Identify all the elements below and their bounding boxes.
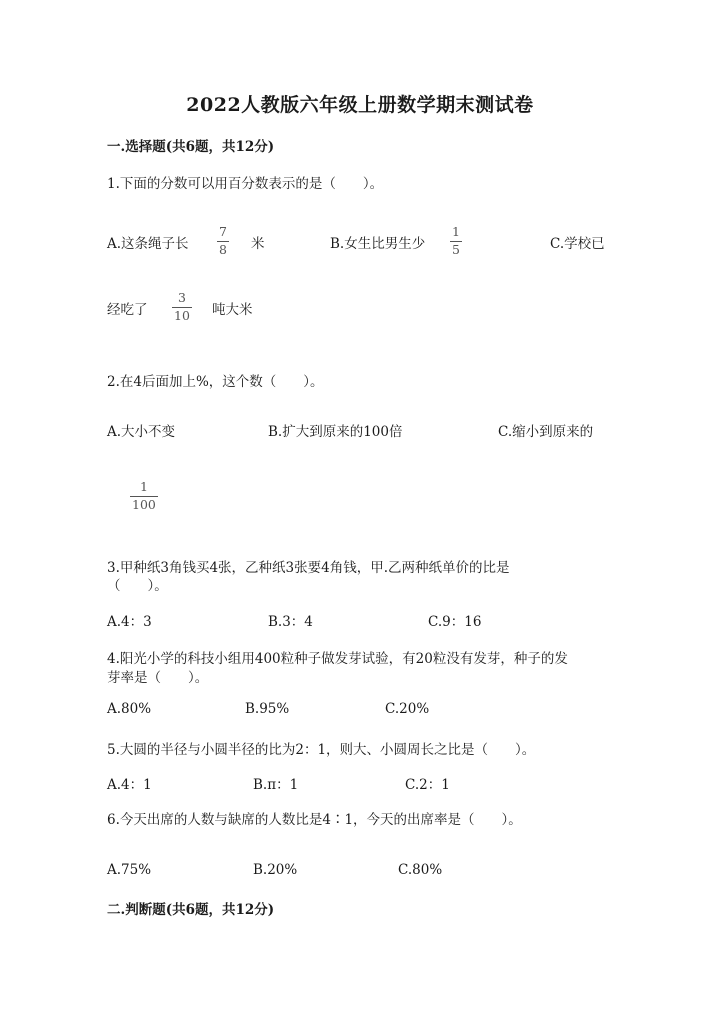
question-2-stem: 2.在4后面加上%，这个数（ ）。 (107, 374, 324, 390)
question-4-stem-line-2: 芽率是（ ）。 (107, 670, 209, 686)
question-1-option-c-fraction (172, 292, 192, 322)
fraction-denominator: 100 (132, 496, 156, 512)
question-1-option-a-fraction (217, 226, 229, 256)
question-1-stem: 1.下面的分数可以用百分数表示的是（ ）。 (107, 176, 384, 192)
question-3-stem-line-1: 3.甲种纸3角钱买4张，乙种纸3张要4角钱，甲.乙两种纸单价的比是 (107, 560, 510, 576)
question-5-option-c: C.2：1 (405, 777, 450, 793)
fraction-numerator: 3 (177, 290, 186, 305)
question-5-option-a: A.4：1 (107, 777, 152, 793)
question-3-option-c: C.9：16 (428, 614, 482, 630)
question-6-option-c: C.80% (398, 862, 443, 878)
question-1-option-c: C.学校已 (550, 236, 605, 252)
fraction-denominator: 8 (219, 241, 227, 257)
question-1-option-a: A.这条绳子长 (107, 236, 189, 252)
fraction-numerator: 7 (219, 224, 227, 239)
question-4-option-b: B.95% (245, 701, 290, 717)
question-2-option-a: A.大小不变 (107, 424, 176, 440)
question-1-option-c-continued: 经吃了 (107, 302, 148, 318)
section-heading-choice: 一.选择题(共6题，共12分) (107, 139, 275, 155)
section-heading-judgement: 二.判断题(共6题，共12分) (107, 902, 275, 918)
fraction-numerator: 1 (139, 479, 148, 494)
page-title: 2022人教版六年级上册数学期末测试卷 (186, 94, 534, 116)
question-4-option-a: A.80% (107, 701, 152, 717)
question-2-option-c-fraction (130, 481, 158, 511)
question-3-option-a: A.4：3 (107, 614, 152, 630)
question-1-option-b: B.女生比男生少 (330, 236, 426, 252)
question-3-option-b: B.3：4 (268, 614, 313, 630)
fraction-denominator: 10 (174, 307, 190, 323)
fraction-denominator: 5 (452, 241, 460, 257)
question-3-stem-line-2: （ ）。 (107, 578, 168, 594)
question-6-option-b: B.20% (253, 862, 298, 878)
question-4-option-c: C.20% (385, 701, 430, 717)
question-4-stem-line-1: 4.阳光小学的科技小组用400粒种子做发芽试验，有20粒没有发芽，种子的发 (107, 651, 568, 667)
question-5-stem: 5.大圆的半径与小圆半径的比为2：1，则大、小圆周长之比是（ ）。 (107, 742, 536, 758)
fraction-numerator: 1 (452, 224, 460, 239)
question-1-option-a-unit: 米 (251, 236, 265, 252)
question-1-option-c-unit: 吨大米 (212, 302, 253, 318)
question-6-stem: 6.今天出席的人数与缺席的人数比是4∶1，今天的出席率是（ ）。 (107, 812, 522, 828)
question-6-option-a: A.75% (107, 862, 152, 878)
question-2-option-c: C.缩小到原来的 (498, 424, 594, 440)
question-5-option-b: B.π：1 (253, 777, 299, 793)
question-2-option-b: B.扩大到原来的100倍 (268, 424, 403, 440)
question-1-option-b-fraction (450, 226, 462, 256)
